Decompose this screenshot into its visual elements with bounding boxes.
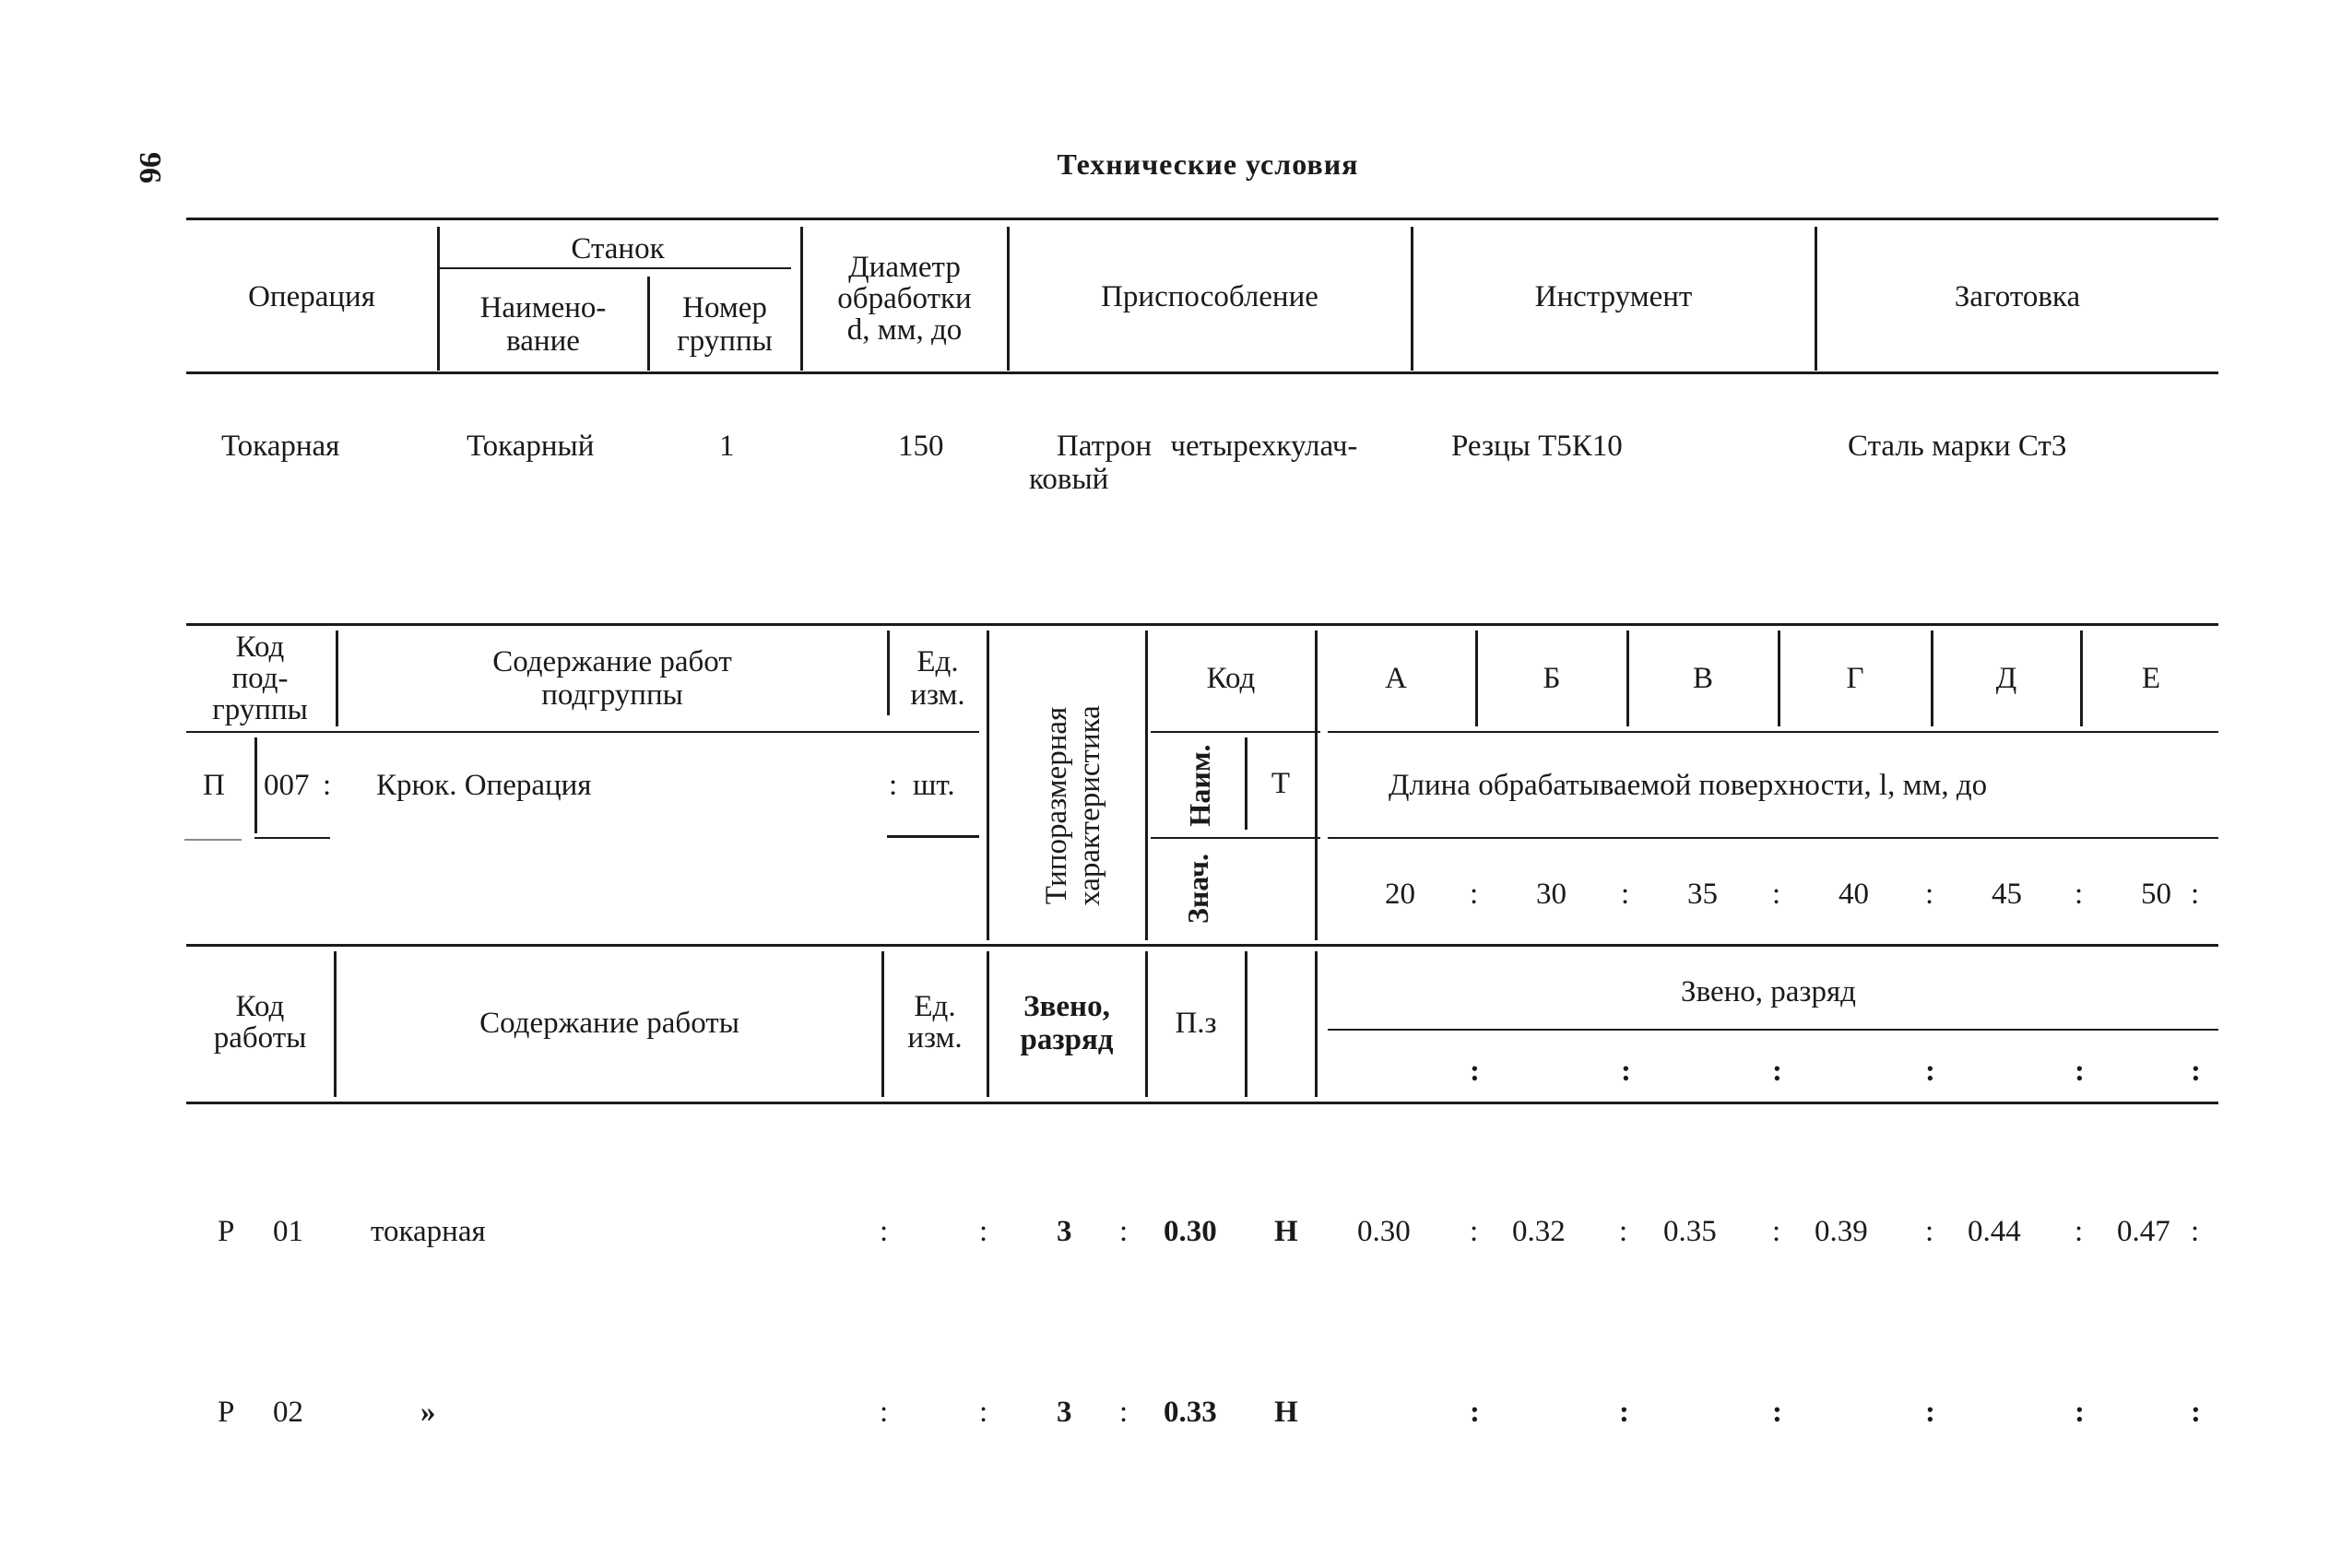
header-type-char-2: характеристика <box>1073 705 1106 906</box>
header-work-unit-2: изм. <box>907 1021 963 1055</box>
row1-value-e: 0.47 <box>2117 1215 2170 1248</box>
row-diameter: 150 <box>898 430 944 463</box>
sep: : <box>1772 878 1781 911</box>
sep: : <box>1470 878 1479 911</box>
length-value-b: 30 <box>1536 878 1567 911</box>
sep: : <box>979 1396 988 1429</box>
subgroup-unit: шт. <box>913 769 955 802</box>
header-fixture: Приспособление <box>1101 280 1318 313</box>
page-number: 96 <box>133 152 167 183</box>
header-col-g: Г <box>1846 662 1864 695</box>
row1-value-b: 0.32 <box>1512 1215 1566 1248</box>
subgroup-prefix: П <box>203 769 225 802</box>
row1-prefix: Р <box>218 1215 235 1248</box>
subgroup-content: Крюк. Операция <box>376 769 592 802</box>
row-machine-name: Токарный <box>467 430 595 463</box>
header-subgroup-content-1: Содержание работ <box>492 645 732 678</box>
header-tool: Инструмент <box>1534 280 1693 313</box>
row2-grade: 3 <box>1057 1396 1072 1429</box>
header-type-char-1: Типоразмерная <box>1040 706 1073 905</box>
header-work-code-2: работы <box>213 1021 307 1055</box>
row2-content: » <box>420 1396 436 1429</box>
length-value-v: 35 <box>1687 878 1718 911</box>
header-link-grade-1: Звено, <box>1023 990 1110 1023</box>
row1-value-a: 0.30 <box>1357 1215 1411 1248</box>
sep: : <box>1772 1055 1782 1088</box>
header-work-code-1: Код <box>235 990 285 1023</box>
sep: : <box>323 769 332 802</box>
sep: : <box>1470 1396 1480 1429</box>
sep: : <box>1772 1396 1782 1429</box>
row1-content: токарная <box>371 1215 486 1248</box>
header-blank: Заготовка <box>1954 280 2081 313</box>
row-machine-group: 1 <box>719 430 735 463</box>
sep: : <box>1119 1215 1129 1248</box>
header-subgroup-content-2: подгруппы <box>541 678 683 712</box>
row2-mark: Н <box>1274 1396 1298 1429</box>
header-code: Код <box>1206 662 1256 695</box>
header-unit-2: изм. <box>910 678 965 712</box>
sep: : <box>1621 1055 1631 1088</box>
sep: : <box>1925 1055 1935 1088</box>
sep: : <box>1925 878 1934 911</box>
sep: : <box>880 1396 889 1429</box>
row2-prefix: Р <box>218 1396 235 1429</box>
header-machine: Станок <box>571 232 665 265</box>
header-code-name: Наим. <box>1183 744 1216 827</box>
sep: : <box>1619 1396 1629 1429</box>
length-label: Длина обрабатываемой поверхности, l, мм, до <box>1389 769 1988 802</box>
header-machine-group-2: группы <box>677 324 773 358</box>
header-code-t: Т <box>1271 767 1291 800</box>
header-col-b: Б <box>1543 662 1561 695</box>
sep: : <box>1772 1215 1781 1248</box>
header-machine-group-1: Номер <box>682 291 767 324</box>
sep: : <box>2075 1215 2084 1248</box>
header-col-d: Д <box>1995 662 2017 695</box>
sep: : <box>1470 1055 1480 1088</box>
sep: : <box>1470 1215 1479 1248</box>
sep: : <box>1925 1215 1934 1248</box>
header-subgroup-code-3: группы <box>212 693 308 726</box>
sep: : <box>1925 1396 1935 1429</box>
page-title: Технические условия <box>1057 147 1359 181</box>
sep: : <box>2075 878 2084 911</box>
header-unit-1: Ед. <box>916 645 959 678</box>
length-value-e: 50 <box>2141 878 2171 911</box>
header-diameter-1: Диаметр <box>848 251 961 284</box>
header-diameter-2: обработки <box>837 282 972 315</box>
row1-code: 01 <box>273 1215 303 1248</box>
row-operation: Токарная <box>221 430 340 463</box>
header-col-a: А <box>1385 662 1407 695</box>
sep: : <box>889 769 898 802</box>
sep: : <box>2191 878 2200 911</box>
header-col-e: Е <box>2141 662 2161 695</box>
header-subgroup-code-1: Код <box>235 631 285 664</box>
sep: : <box>2075 1396 2085 1429</box>
row2-code: 02 <box>273 1396 303 1429</box>
row1-mark: Н <box>1274 1215 1298 1248</box>
header-machine-name-1: Наимено- <box>479 291 607 324</box>
sep: : <box>979 1215 988 1248</box>
header-col-v: В <box>1692 662 1713 695</box>
row1-value-d: 0.44 <box>1968 1215 2021 1248</box>
sep: : <box>1119 1396 1129 1429</box>
header-pz: П.з <box>1175 1007 1217 1040</box>
sep: : <box>880 1215 889 1248</box>
header-diameter-3: d, мм, до <box>846 313 963 347</box>
header-work-unit-1: Ед. <box>914 990 956 1023</box>
row-fixture-2: ковый <box>1029 463 1109 496</box>
header-machine-name-2: вание <box>506 324 580 358</box>
header-link-grade-2: разряд <box>1020 1023 1114 1056</box>
header-work-content: Содержание работы <box>479 1007 739 1040</box>
length-value-g: 40 <box>1839 878 1869 911</box>
sep: : <box>2191 1215 2200 1248</box>
sep: : <box>1621 878 1630 911</box>
sep: : <box>1619 1215 1628 1248</box>
row1-value-g: 0.39 <box>1815 1215 1868 1248</box>
row2-pz: 0.33 <box>1164 1396 1217 1429</box>
header-link-grade-span: Звено, разряд <box>1681 975 1856 1008</box>
header-subgroup-code-2: под- <box>231 662 289 695</box>
row-tool: Резцы Т5К10 <box>1451 430 1623 463</box>
row1-grade: 3 <box>1057 1215 1072 1248</box>
length-value-a: 20 <box>1385 878 1415 911</box>
header-operation: Операция <box>248 280 375 313</box>
row1-value-v: 0.35 <box>1663 1215 1717 1248</box>
sep: : <box>2191 1055 2201 1088</box>
length-value-d: 45 <box>1992 878 2022 911</box>
row1-pz: 0.30 <box>1164 1215 1217 1248</box>
row-blank: Сталь марки Ст3 <box>1848 430 2067 463</box>
subgroup-code: 007 <box>264 769 310 802</box>
header-code-value: Знач. <box>1181 853 1214 925</box>
row-fixture-1: Патрон четырехкулач- <box>1057 430 1358 463</box>
sep: : <box>2075 1055 2085 1088</box>
sep: : <box>2191 1396 2201 1429</box>
